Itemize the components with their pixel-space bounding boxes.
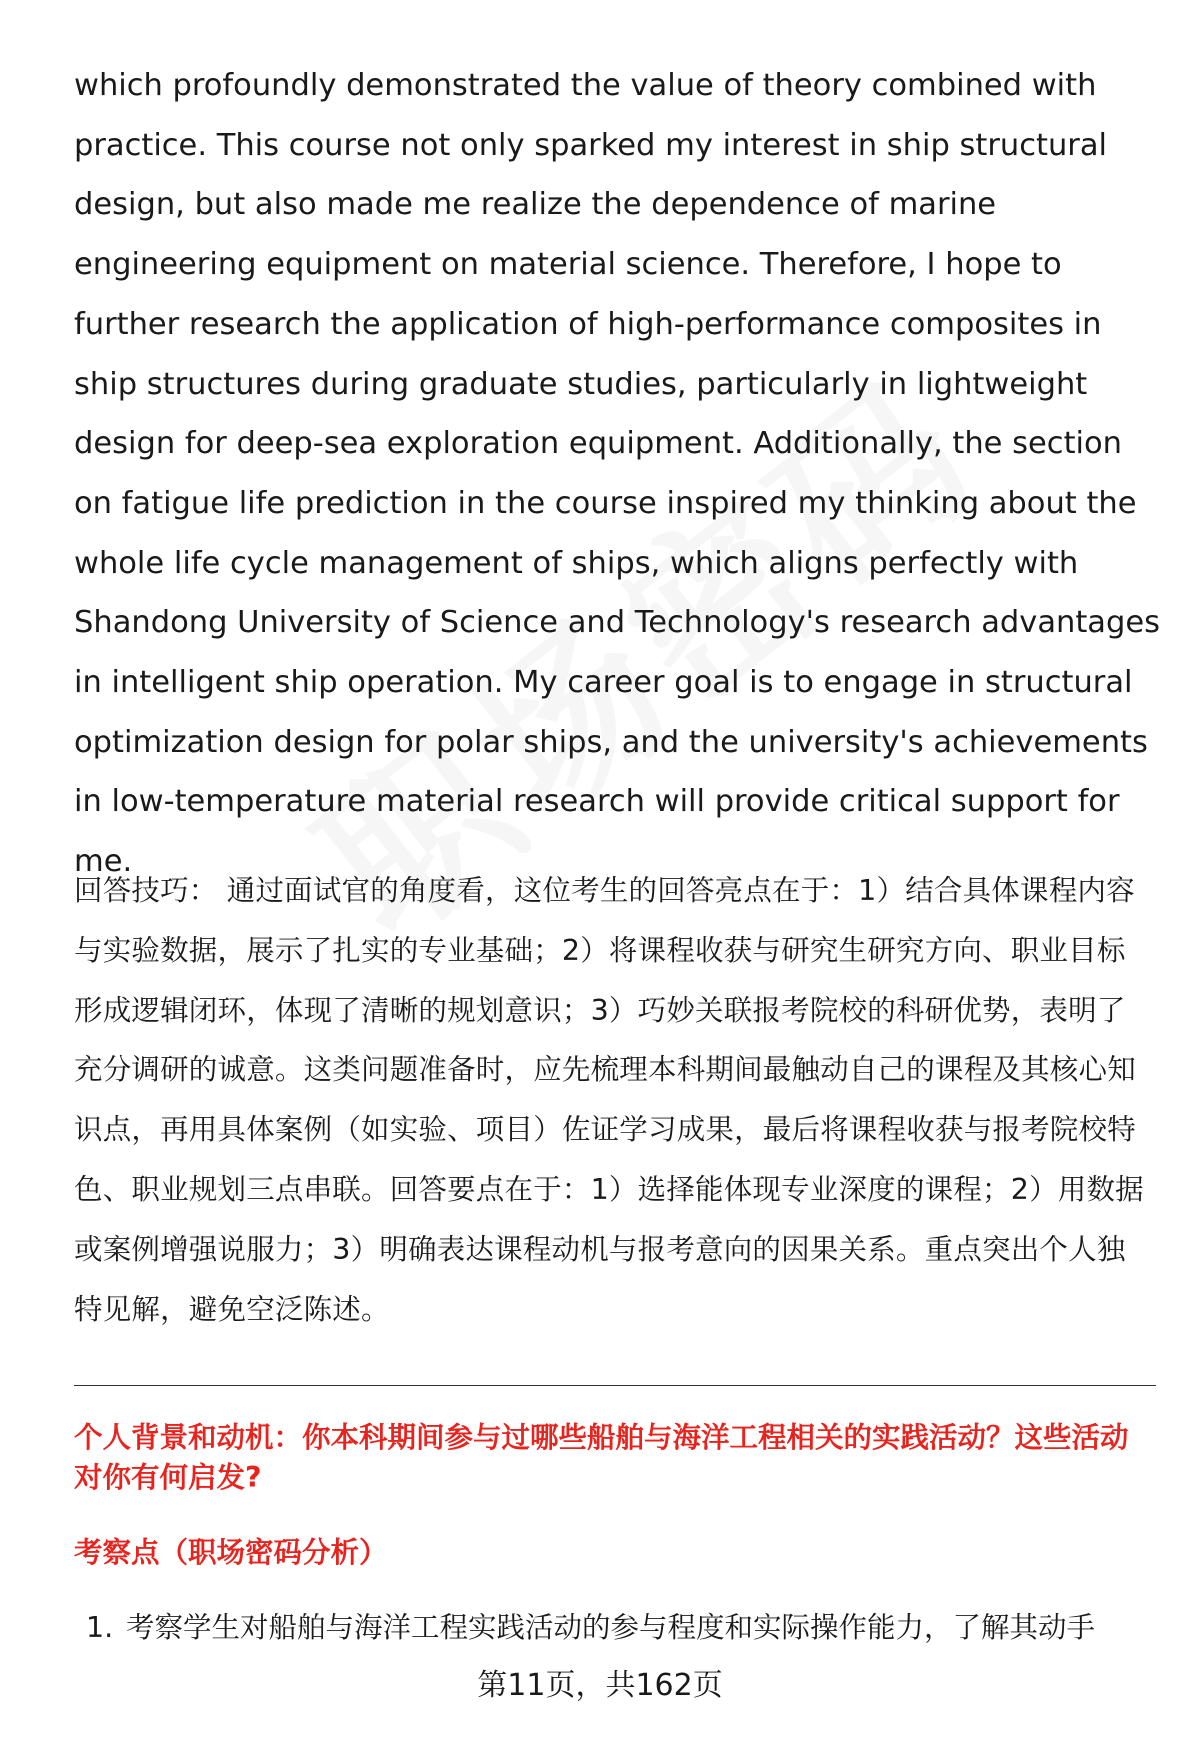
section-heading: 考察点（职场密码分析）: [74, 1536, 388, 1569]
answer-tips-paragraph: 回答技巧： 通过面试官的角度看，这位考生的回答亮点在于：1）结合具体课程内容与实验数据，展示了扎实的专业基础；2）将课程收获与研究生研究方向、职业目标形成逻辑闭环，体现了清晰的规划意识；3）巧妙关联报考院校的科研优势，表明了充分调研的诚意。这类问题准备时，应先梳理本科期间最触动自己的课程及其核心知识点，再用具体案例（如实验、项目）佐证学习成果，最后将课程收获与报考院校特色、职业规划三点串联。回答要点在于：1）选择能体现专业深度的课程；2）用数据或案例增强说服力；3）明确表达课程动机与报考意向的因果关系。重点突出个人独特见解，避免空泛陈述。: [74, 874, 1144, 1326]
english-answer-paragraph: which profoundly demonstrated the value of theory combined with practice. This course not only sparked my interest in ship structural design, but also made me realize the dependence of marine engineering equipment on material science. Therefore, I hope to further research the application of high-performance composites in ship structures during graduate studies, particularly in lightweight design for deep-sea exploration equipment. Additionally, the section on fatigue life prediction in the course inspired my thinking about the whole life cycle management of ships, which aligns perfectly with Shandong University of Science and Technology's research advantages in intelligent ship operation. My career goal is to engage in structural optimization design for polar ships, and the university's achievements in low-temperature material research will provide critical support for me.: [74, 68, 1161, 880]
list-item-text: 考察学生对船舶与海洋工程实践活动的参与程度和实际操作能力，了解其动手: [126, 1611, 1096, 1644]
list-item-number: 1.: [86, 1611, 114, 1644]
list-item: [86, 1604, 1156, 1652]
question-title: 个人背景和动机：你本科期间参与过哪些船舶与海洋工程相关的实践活动？这些活动对你有何启发?: [74, 1421, 1129, 1494]
page-number-footer: 第11页，共162页: [477, 1668, 723, 1703]
section-divider: [74, 1385, 1156, 1386]
